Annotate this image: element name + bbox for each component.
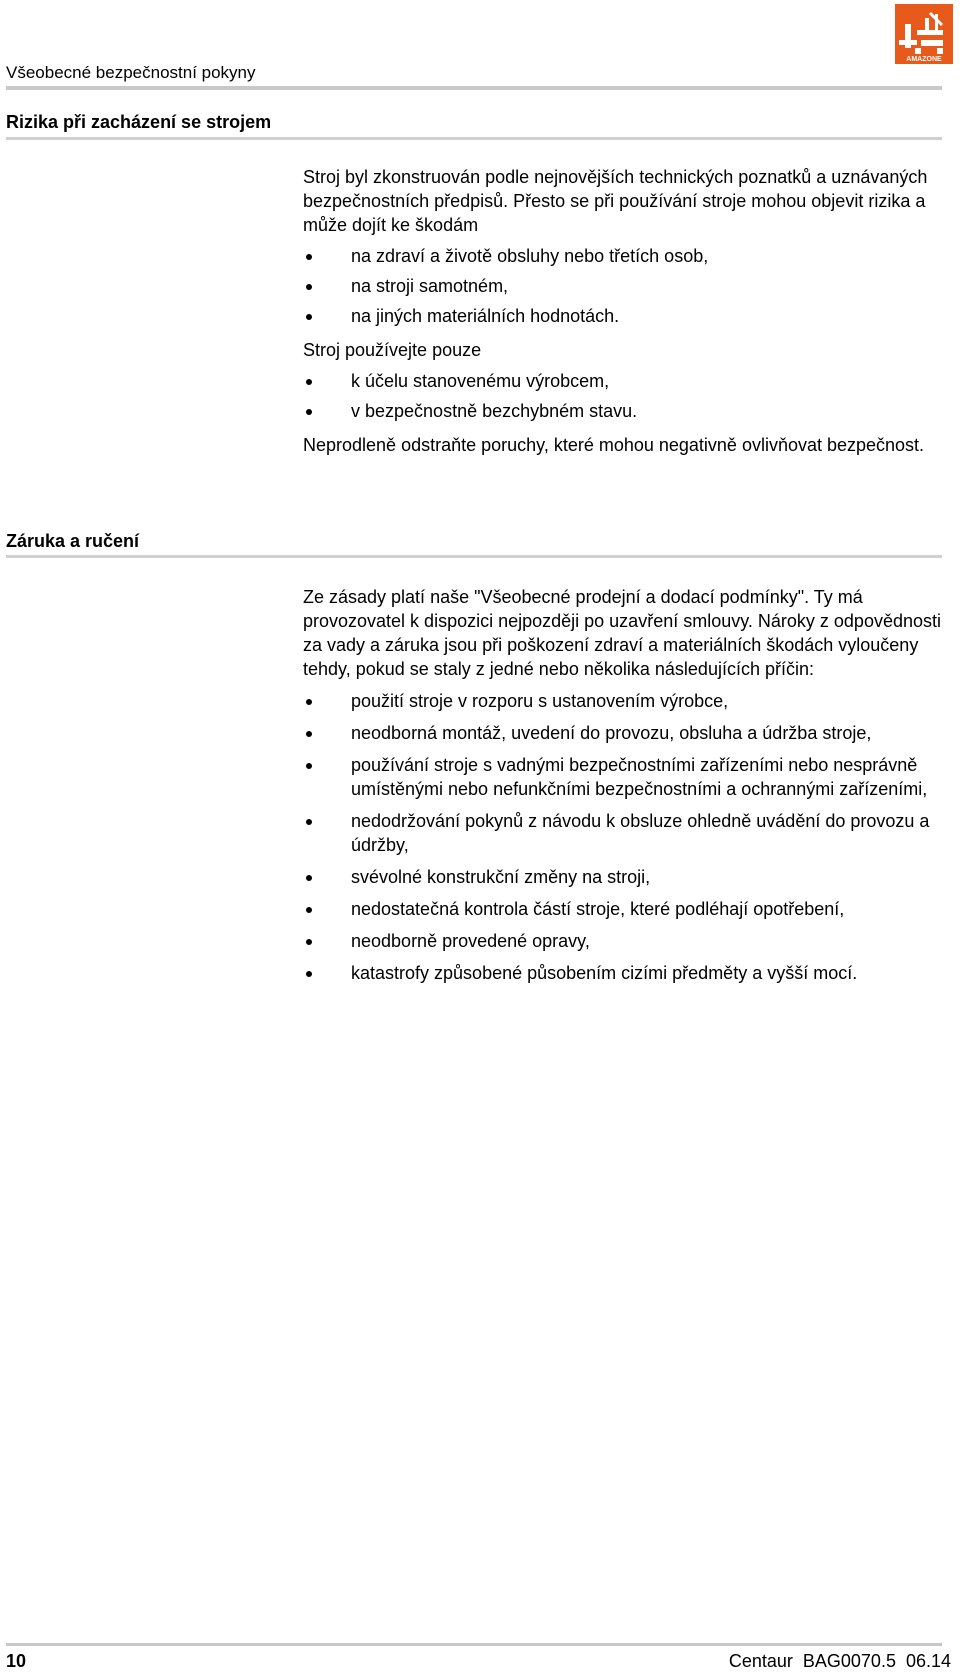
section-divider — [6, 555, 942, 558]
use-intro-paragraph: Stroj používejte pouze — [303, 340, 482, 360]
list-item: neodborná montáž, uvedení do provozu, obsluha a údržba stroje, — [303, 721, 943, 745]
bullet-icon — [306, 971, 312, 977]
list-item: neodborně provedené opravy, — [303, 929, 943, 953]
list-item: nedostatečná kontrola částí stroje, které podléhají opotřebení, — [303, 897, 943, 921]
causes-list — [303, 689, 943, 985]
list-item: k účelu stanovenému výrobcem, — [303, 369, 943, 393]
document-reference: Centaur BAG0070.5 06.14 — [728, 1651, 951, 1671]
list-item: na zdraví a životě obsluhy nebo třetích osob, — [303, 244, 943, 268]
list-item: použití stroje v rozporu s ustanovením výrobce, — [303, 689, 943, 713]
bullet-icon — [306, 939, 312, 945]
risks-intro-paragraph: Stroj byl zkonstruován podle nejnovějších technických poznatků a uznávaných bezpečnostních předpisů. Přesto se při používání stroje mohou objevit rizika a může dojít ke škodám — [303, 167, 928, 235]
section-title-risks: Rizika při zacházení se strojem — [6, 112, 272, 132]
list-item: svévolné konstrukční změny na stroji, — [303, 865, 943, 889]
footer-divider — [6, 1643, 942, 1646]
section-body-warranty — [303, 585, 943, 985]
list-item: nedodržování pokynů z návodu k obsluze ohledně uvádění do provozu a údržby, — [303, 809, 943, 857]
warranty-intro-paragraph: Ze zásady platí naše "Všeobecné prodejní a dodací podmínky". Ty má provozovatel k dispozici nejpozději po uzavření smlouvy. Nároky z odpovědnosti za vady a záruka jsou při poškození zdraví a materiálních škodách vyloučeny tehdy, pokud se staly z jedné nebo několika následujících příčin: — [303, 587, 941, 679]
use-list — [303, 369, 943, 423]
section-title-warranty: Záruka a ručení — [6, 531, 140, 551]
bullet-icon — [306, 819, 312, 825]
list-item: používání stroje s vadnými bezpečnostními zařízeními nebo nesprávně umístěnými nebo nefunkčními bezpečnostními a ochrannými zařízeními, — [303, 753, 943, 801]
amazone-logo — [895, 4, 953, 64]
section-divider — [6, 137, 942, 140]
bullet-icon — [306, 254, 312, 260]
tractor-sprayer-icon — [895, 4, 953, 64]
bullet-icon — [306, 731, 312, 737]
header-divider — [6, 86, 942, 90]
bullet-icon — [306, 763, 312, 769]
list-item: v bezpečnostně bezchybném stavu. — [303, 399, 943, 423]
bullet-icon — [306, 379, 312, 385]
bullet-icon — [306, 409, 312, 415]
list-item: na stroji samotném, — [303, 274, 943, 298]
page-header-title: Všeobecné bezpečnostní pokyny — [6, 63, 256, 82]
bullet-icon — [306, 699, 312, 705]
bullet-icon — [306, 314, 312, 320]
bullet-icon — [306, 284, 312, 290]
bullet-icon — [306, 875, 312, 881]
risks-list — [303, 244, 943, 328]
list-item: katastrofy způsobené působením cizími předměty a vyšší mocí. — [303, 961, 943, 985]
section-body-risks — [303, 165, 943, 457]
list-item: na jiných materiálních hodnotách. — [303, 304, 943, 328]
svg-text:AMAZONE: AMAZONE — [906, 56, 942, 63]
bullet-icon — [306, 907, 312, 913]
page-number: 10 — [6, 1651, 27, 1671]
closing-paragraph: Neprodleně odstraňte poruchy, které mohou negativně ovlivňovat bezpečnost. — [303, 435, 925, 455]
